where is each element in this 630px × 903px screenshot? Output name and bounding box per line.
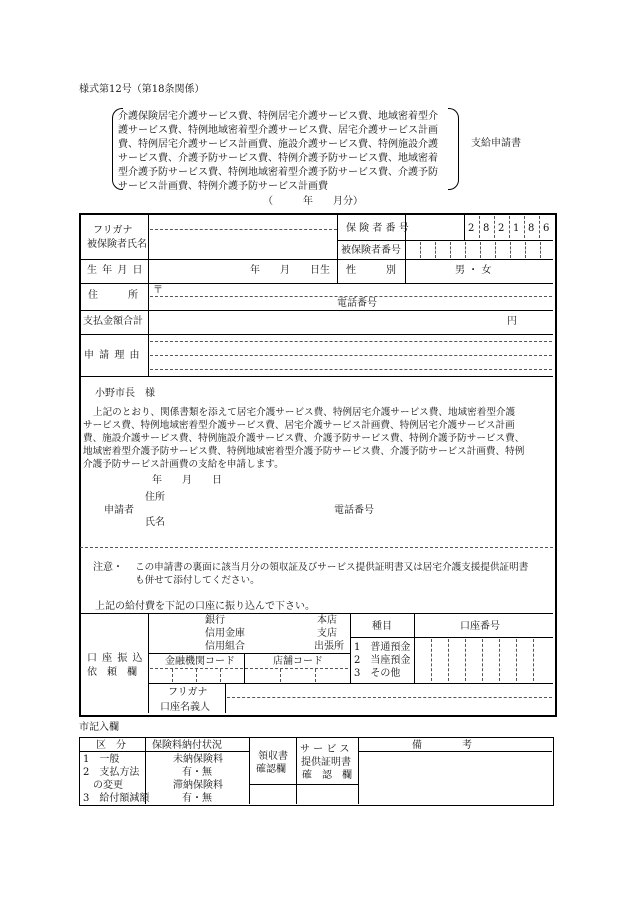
premium-item[interactable]: 有・無 (182, 793, 212, 804)
yen-unit: 円 (507, 316, 517, 327)
branch-name-field[interactable] (250, 615, 310, 651)
col-remarks: 備 考 (412, 740, 472, 751)
insured-name-field[interactable] (150, 231, 335, 257)
title-line: サービス計画費、特例介護予防サービス計画費 (118, 181, 328, 192)
branch-type: 出張所 (314, 641, 344, 652)
account-holder-field[interactable] (227, 699, 551, 712)
declaration-line: 地域密着型介護予防サービス費、特例地域密着型介護予防サービス費、介護予防サービス計画費、特例 (83, 446, 525, 457)
insurer-digit: 8 (483, 223, 490, 234)
bank-type: 信用金庫 (205, 628, 245, 639)
address-label: 住 所 (88, 290, 138, 301)
note-line: この申請書の裏面に該当月分の領収証及びサービス提供証明書又は居宅介護支援提供証明書 (135, 562, 529, 573)
bank-section-label: 口 座 振 込 (87, 653, 144, 664)
premium-item: 未納保険料 (173, 754, 223, 765)
col-receipt: 領収書 (258, 751, 288, 762)
insurer-digit: 2 (498, 223, 505, 234)
reason-label: 申 請 理 由 (84, 350, 141, 361)
title-line: 費、特例居宅介護サービス計画費、施設介護サービス費、特例施設介護 (118, 139, 438, 150)
account-type-option[interactable]: 2 当座預金 (354, 655, 411, 666)
col-service: 確 認 欄 (302, 770, 352, 781)
premium-item: 滞納保険料 (173, 780, 223, 791)
branch-type: 支店 (317, 628, 337, 639)
note-head: 注意・ (93, 562, 123, 573)
declaration-line: サービス費、特例地域密着型介護サービス費、居宅介護サービス計画費、特例居宅介護サービス計画 (83, 420, 515, 431)
title-line: 型介護予防サービス費、特例地域密着型介護予防サービス費、介護予防 (118, 167, 438, 178)
addressee: 小野市長 様 (95, 388, 155, 399)
account-number-field[interactable] (416, 639, 552, 682)
category-item: の変更 (83, 780, 123, 791)
application-date[interactable]: 年 月 日 (152, 475, 222, 486)
title-line: 護サービス費、特例地域密着型介護サービス費、居宅介護サービス計画 (118, 125, 438, 136)
account-number-label: 口座番号 (460, 621, 500, 632)
phone-label: 電話番号 (337, 298, 377, 309)
applicant-address-label: 住所 (145, 492, 165, 503)
col-category: 区 分 (96, 740, 126, 751)
declaration-line: 介護予防サービス計画費の支給を申請します。 (83, 459, 284, 470)
bank-section-label: 依 頼 欄 (87, 667, 137, 678)
category-item: 1 一般 (83, 754, 120, 765)
total-amount-field[interactable] (150, 312, 500, 332)
postal-mark: 〒 (153, 285, 163, 296)
remarks-field[interactable] (360, 753, 550, 802)
title-line: サービス費、介護予防サービス費、特例介護予防サービス費、地域密着 (118, 153, 438, 164)
title-block (118, 110, 448, 194)
bank-type: 銀行 (205, 615, 225, 626)
account-type-label: 種目 (372, 621, 392, 632)
address-field[interactable] (162, 285, 552, 295)
applicant-name-label: 氏名 (145, 517, 165, 528)
institution-code-label: 金融機関コード (165, 656, 235, 667)
col-premium: 保険料納付状況 (152, 740, 222, 751)
sex-field[interactable]: 男 ・ 女 (455, 265, 492, 276)
declaration-line: 上記のとおり、関係書類を添えて居宅介護サービス費、特例居宅介護サービス費、地域密着型介護 (93, 407, 516, 418)
total-amount-label: 支払金額合計 (83, 316, 143, 327)
insured-name-label: 被保険者氏名 (87, 239, 147, 250)
col-service: 提供証明書 (301, 757, 351, 768)
category-item: 2 支払方法 (83, 767, 140, 778)
birthdate-label: 生 年 月 日 (87, 265, 144, 276)
insurer-digit: 6 (543, 223, 550, 234)
bank-name-field[interactable] (150, 615, 200, 651)
right-brace (448, 108, 459, 190)
reason-field[interactable] (150, 336, 550, 374)
birthdate-field[interactable]: 年 月 日生 (250, 265, 330, 276)
branch-code-label: 店舗コード (273, 656, 323, 667)
sex-label: 性 別 (346, 265, 396, 276)
period-field[interactable]: （ 年 月分） (263, 196, 363, 207)
account-holder-label: 口座名義人 (160, 702, 210, 713)
form-number: 様式第12号（第18条関係） (79, 84, 205, 95)
declaration-text (83, 406, 551, 471)
holder-furigana-label: フリガナ (168, 687, 208, 698)
insurer-number-label: 保 険 者 番 号 (346, 223, 409, 234)
title-suffix: 支給申請書 (471, 138, 521, 149)
city-section-title: 市記入欄 (79, 722, 119, 733)
insurer-digit: 2 (468, 223, 475, 234)
title-line: 介護保険居宅介護サービス費、特例居宅介護サービス費、地域密着型介 (118, 111, 438, 122)
insurer-digit: 8 (528, 223, 535, 234)
account-type-option[interactable]: 1 普通預金 (354, 642, 411, 653)
premium-item[interactable]: 有・無 (182, 767, 212, 778)
bank-type: 信用組合 (205, 641, 245, 652)
note-line: も併せて添付してください。 (135, 575, 260, 586)
insured-number-field[interactable] (406, 241, 552, 258)
branch-type: 本店 (317, 615, 337, 626)
insured-number-label: 被保険者番号 (341, 245, 401, 256)
insurer-digit: 1 (513, 223, 520, 234)
declaration-line: 費、施設介護サービス費、特例施設介護サービス費、介護予防サービス費、特例介護予防サービス費、 (83, 433, 525, 444)
applicant-label: 申請者 (104, 505, 134, 516)
account-type-option[interactable]: 3 その他 (354, 668, 401, 679)
col-service: サ ー ビ ス (300, 744, 350, 755)
category-item: 3 給付額減額 (83, 793, 150, 804)
furigana-label: フリガナ (93, 225, 133, 236)
applicant-phone-label: 電話番号 (334, 505, 374, 516)
transfer-request: 上記の給付費を下記の口座に振り込んで下さい。 (95, 601, 315, 612)
col-receipt: 確認欄 (256, 764, 286, 775)
